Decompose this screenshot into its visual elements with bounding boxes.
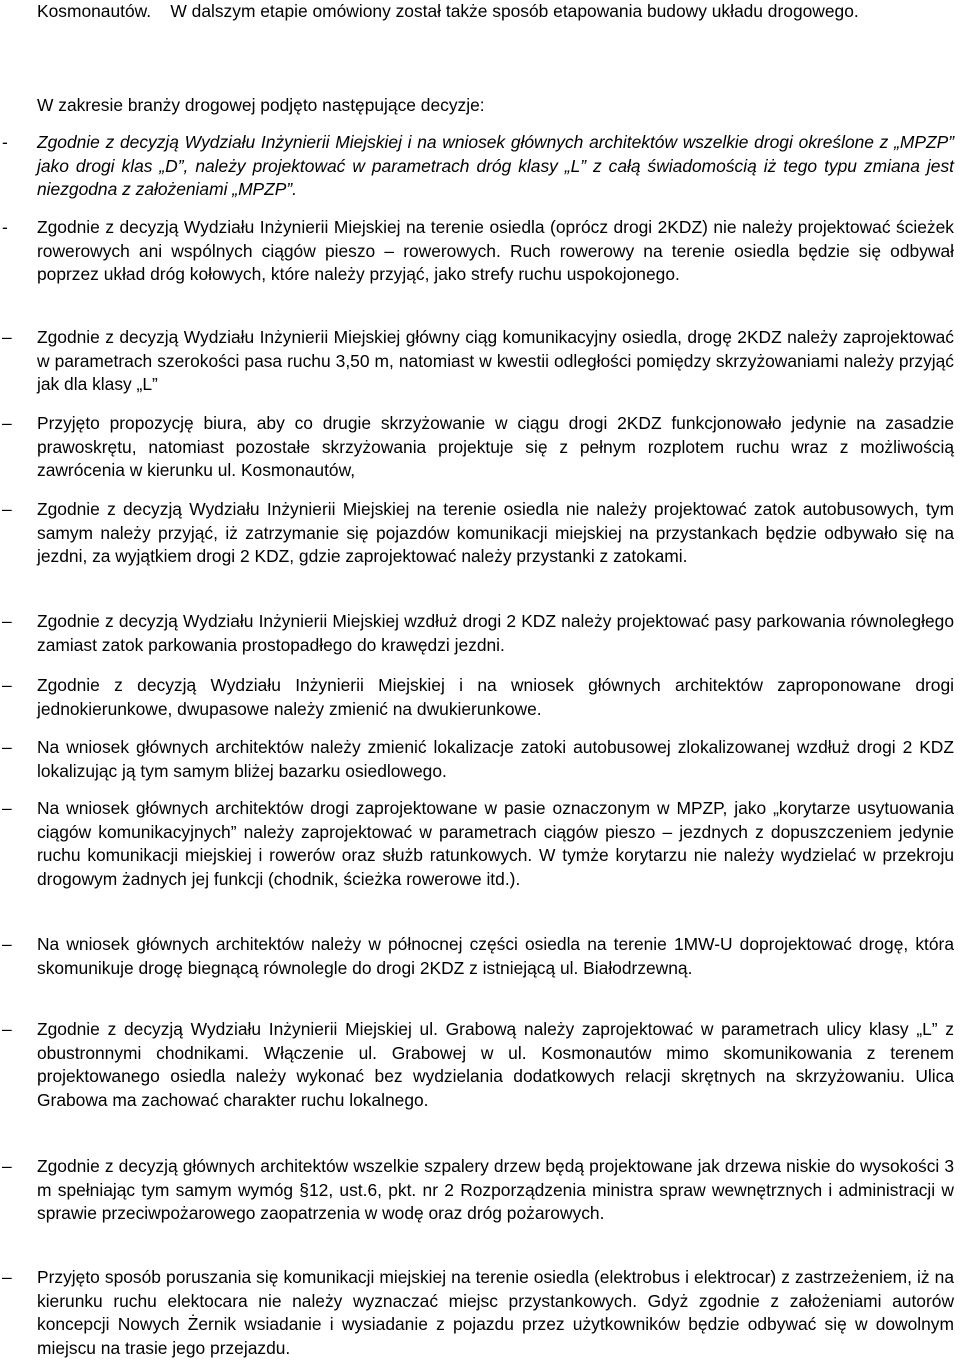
intro-kosmonautow: Kosmonautów. xyxy=(37,1,152,21)
list-marker: – xyxy=(2,499,12,519)
list-marker: – xyxy=(2,934,12,954)
list-marker: – xyxy=(2,611,12,631)
list-marker: – xyxy=(2,1019,12,1039)
list-marker: – xyxy=(2,413,12,433)
list-item-text: Przyjęto sposób poruszania się komunikacji miejskiej na terenie osiedla (elektrobus i elektrocar) z zastrzeżeniem, iż na kierunku ruchu elektocara nie należy wyznaczać miejsc przystankowych. Gdyż zgodnie z założeniami autorów koncepcji Nowych Żernik wsiadanie i wysiadanie z pojazdu przez użytkowników będzie odbywać się w dowolnym miejscu na trasie jego przejazdu. xyxy=(37,1267,954,1358)
list-marker: – xyxy=(2,1267,12,1287)
list-item-text: Na wniosek głównych architektów należy zmienić lokalizacje zatoki autobusowej zlokalizowanej wzdłuż drogi 2 KDZ lokalizując ją tym samym bliżej bazarku osiedlowego. xyxy=(37,737,954,781)
list-item-text: Na wniosek głównych architektów należy w północnej części osiedla na terenie 1MW-U doprojektować drogę, która skomunikuje drogę biegnącą równolegle do drogi 2KDZ z istniejącą ul. Białodrzewną. xyxy=(37,934,954,978)
decisions-heading: W zakresie branży drogowej podjęto następujące decyzje: xyxy=(37,95,485,115)
list-item-text: Zgodnie z decyzją Wydziału Inżynierii Miejskiej na terenie osiedla (oprócz drogi 2KDZ) nie należy projektować ścieżek rowerowych ani wspólnych ciągów pieszo – rowerowych. Ruch rowerowy na terenie osiedla będzie się odbywał poprzez układ dróg kołowych, które należy przyjąć, jako strefy ruchu uspokojonego. xyxy=(37,217,954,285)
list-marker: – xyxy=(2,1156,12,1176)
intro-paragraph xyxy=(37,0,954,24)
list-item-text: Zgodnie z decyzją Wydziału Inżynierii Miejskiej główny ciąg komunikacyjny osiedla, drogę 2KDZ należy zaprojektować w parametrach szerokości pasa ruchu 3,50 m, natomiast w kwestii odległości pomiędzy skrzyżowaniami należy przyjąć jak dla klasy „L” xyxy=(37,327,954,395)
list-item-text: Zgodnie z decyzją głównych architektów wszelkie szpalery drzew będą projektowane jak drzewa niskie do wysokości 3 m spełniając tym samym wymóg §12, ust.6, pkt. nr 2 Rozporządzenia ministra spraw wewnętrznych i administracji w sprawie przeciwpożarowego zaopatrzenia w wodę oraz dróg pożarowych. xyxy=(37,1156,954,1224)
list-marker: – xyxy=(2,675,12,695)
list-marker: – xyxy=(2,737,12,757)
list-item-text: Zgodnie z decyzją Wydziału Inżynierii Miejskiej i na wniosek głównych architektów wszelkie drogi określone z „MPZP” jako drogi klas „D”, należy projektować w parametrach dróg klasy „L” z całą świadomością iż tego typu zmiana jest niezgodna z założeniami „MPZP”. xyxy=(37,132,954,200)
list-item-text: Zgodnie z decyzją Wydziału Inżynierii Miejskiej i na wniosek głównych architektów zaproponowane drogi jednokierunkowe, dwupasowe należy zmienić na dwukierunkowe. xyxy=(37,675,954,719)
list-item-text: Zgodnie z decyzją Wydziału Inżynierii Miejskiej wzdłuż drogi 2 KDZ należy projektować pasy parkowania równoległego zamiast zatok parkowania prostopadłego do krawędzi jezdni. xyxy=(37,611,954,655)
list-marker: – xyxy=(2,327,12,347)
list-marker: - xyxy=(2,132,8,152)
list-marker: - xyxy=(2,217,8,237)
list-item-text: Zgodnie z decyzją Wydziału Inżynierii Miejskiej na terenie osiedla nie należy projektować zatok autobusowych, tym samym należy przyjąć, iż zatrzymanie się pojazdów komunikacji miejskiej na przystankach będzie odbywało się na jezdni, za wyjątkiem drogi 2 KDZ, gdzie zaprojektować należy przystanki z zatokami. xyxy=(37,499,954,567)
list-item-text: Zgodnie z decyzją Wydziału Inżynierii Miejskiej ul. Grabową należy zaprojektować w parametrach ulicy klasy „L” z obustronnymi chodnikami. Włączenie ul. Grabowej w ul. Kosmonautów mimo skomunikowania z terenem projektowanego osiedla należy wykonać bez wydzielania dodatkowych relacji skrętnych na skrzyżowaniu. Ulica Grabowa ma zachować charakter ruchu lokalnego. xyxy=(37,1019,954,1110)
list-item-text: Przyjęto propozycję biura, aby co drugie skrzyżowanie w ciągu drogi 2KDZ funkcjonowało jedynie na zasadzie prawoskrętu, natomiast pozostałe skrzyżowania projektuje się z pełnym rozplotem ruchu wraz z możliwością zawrócenia w kierunku ul. Kosmonautów, xyxy=(37,413,954,481)
list-marker: – xyxy=(2,798,12,818)
intro-staging-text: W dalszym etapie omówiony został także sposób etapowania budowy układu drogowego. xyxy=(170,1,859,21)
list-item-text: Na wniosek głównych architektów drogi zaprojektowane w pasie oznaczonym w MPZP, jako „korytarze usytuowania ciągów komunikacyjnych” należy zaprojektować w parametrach ciągów pieszo – jezdnych z dopuszczeniem jedynie ruchu komunikacji miejskiej i rowerów oraz służb ratunkowych. W tymże korytarzu nie należy wydzielać w przekroju drogowym żadnych jej funkcji (chodnik, ścieżka rowerowe itd.). xyxy=(37,798,954,889)
